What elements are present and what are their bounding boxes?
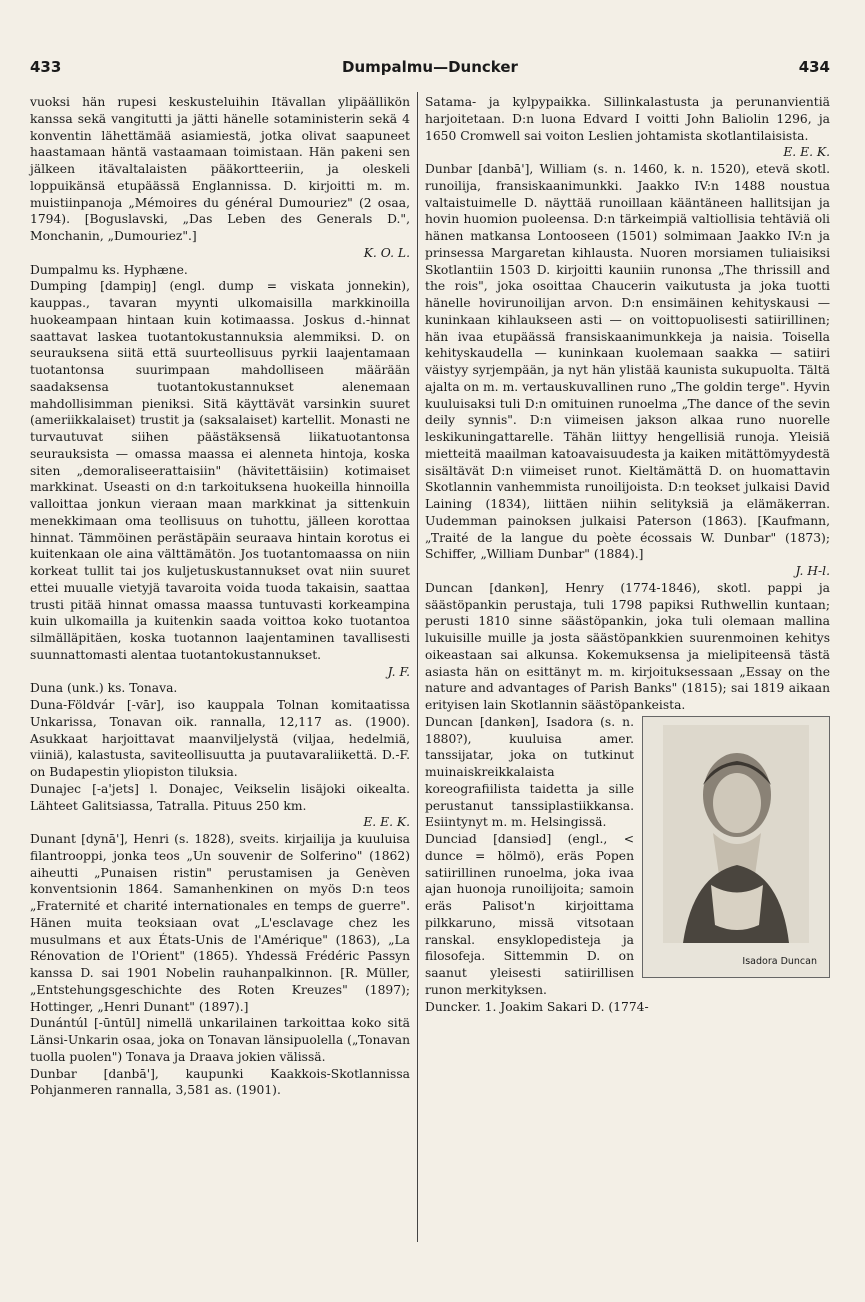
- right-column: [425, 94, 830, 1015]
- signature: E. E. K.: [783, 145, 830, 160]
- page-header: [30, 58, 830, 80]
- entry-dunciad: Dunciad [dansiəd] (engl., < dunce = hölmö), eräs Popen satiirillinen runoelma, joka ivaa ajan huonoja runoilijoita; samoin eräs Palisot'n kirjoittama pilkkaruno, missä vitsotaan ranskal. ensyklopedisteja ja filosofeja. Sittemmin D. on saanut yleisesti satiirillisen runon merkityksen.: [425, 832, 634, 997]
- entry-duncan-henry: Duncan [dankən], Henry (1774-1846), skotl. pappi ja säästöpankin perustaja, tuli 1798 papiksi Ruthwellin kuntaan; perusti 1810 sinne säästöpankin, joka tuli olemaan mallina lukuisille muille ja josta säästöpankkien suurenmoinen kehitys oikeastaan sai alkunsa. Kokemuksensa ja mielipiteensä tästä asiasta hän on esittänyt m. m. kirjoituksessaan „Essay on the nature and advantages of Parish Banks" (1815); sai 1819 aikaan erityisen lain Skotlannin säästöpankeista.: [425, 580, 830, 712]
- entry-duna-foldvar: Duna-Földvár [-vār], iso kauppala Tolnan komitaatissa Unkarissa, Tonavan oik. rannalla, 12,117 as. (1900). Asukkaat harjoittavat maanviljelystä (viljaa, hedelmiä, viiniä), kalastusta, saviteollisuutta ja puutavaraliikettä. D.-F. on Budapestin yliopiston tiluksia.: [30, 698, 410, 779]
- entry-duncan-isadora: Duncan [dankən], Isadora (s. n. 1880?), kuuluisa amer. tanssijatar, joka on tutkinut muinaiskreikkalaista koreografiilista taidetta ja sille perustanut tanssiplastiikkansa. Esiintynyt m. m. Helsingissä.: [425, 714, 634, 830]
- entry-duna: Duna (unk.) ks. Tonava.: [30, 681, 178, 696]
- entry-dunbar-william: Dunbar [danbā'], William (s. n. 1460, k. n. 1520), etevä skotl. runoilija, fransiskaanimunkki. Jaakko IV:n 1488 noustua valtaistuimelle D. näyttää runoillaan kääntäneen hallitsijan ja hovin huomion puoleensa. D:n tärkeimpiä valtiollisia tehtäviä oli hänen matkansa Lontooseen (1501) solmimaan Jaakko IV:n ja prinsessa Margaretan kihlausta. Nuoren morsiamen tuliaisiksi Skotlantiin 1503 D. kirjoitti kauniin runonsa „The thrissill and the rois", joka osoittaa Chaucerin vaikutusta ja joka tuotti hänelle hovirunoilijan arvon. D:n ensimäinen kehityskausi — kuninkaan kihlaukseen asti — on voittopuolisesti satiirillinen; hän ivaa etupäässä fransiskaanimunkkeja ja naisia. Toisella kehityskaudella — kuninkaan kuolemaan saakka — satiiri väistyy syrjempään, ja nyt hän ylistää kaunista sukupuolta. Tältä ajalta on m. m. vertauskuvallinen runo „The goldin terge". Hyvin kuuluisaksi tuli D:n omituinen runoelma „The dance of the sevin deily synnis". D:n viimeisen jakson alkaa runo nuorelle leskikuningattarelle. Tähän liittyy hengellisiä runoja. Yleisiä mietteitä maailman katoavaisuudesta ja kaiken mitättömyydestä sisältävät D:n viimeiset runot. Kieltämättä D. on huomattavin Skotlannin vanhemmista runoilijoista. D:n teokset julkaisi David Laining (1834), liittäen niihin selityksiä ja elämäkerran. Uudemman painoksen julkaisi Paterson (1863). [Kaufmann, „Traité de la langue du poète écossais W. Dunbar" (1873); Schiffer, „William Dunbar" (1884).]: [425, 162, 830, 562]
- portrait-caption: Isadora Duncan: [742, 956, 817, 967]
- entry-dumouriez-cont: vuoksi hän rupesi keskusteluihin Itävallan ylipäällikön kanssa sekä vangitutti ja jätti hänelle sotaministerin sekä 4 konventin lähettämää asiamiestä, jotka olivat saapuneet haastamaan häntä vastaamaan toimistaan. Hän pakeni sen jälkeen itävaltalaisten pääkortteeriin, ja oleskeli loppuikänsä etupäässä Englannissa. D. kirjoitti m. m. muistiinpanoja „Mémoires du général Dumouriez" (2 osaa, 1794). [Boguslavski, „Das Leben des Generals D.", Monchanin, „Dumouriez".]: [30, 95, 410, 243]
- page-number-left: 433: [30, 58, 62, 76]
- entry-dunant: Dunant [dynā'], Henri (s. 1828), sveits. kirjailija ja kuuluisa filantrooppi, jonka teos „Un souvenir de Solferino" (1862) aiheutti „Punaisen ristin" perustamisen ja Genèven konventsionin 1864. Samanhenkinen on myös D:n teos „Fraternité et charité internationales en temps de guerre". Hänen muita teoksiaan ovat „L'esclavage chez les musulmans et aux États-Unis de l'Amérique" (1863), „La Rénovation de l'Orient" (1865). Yhdessä Frédéric Passyn kanssa D. sai 1901 Nobelin rauhanpalkinnon. [R. Müller, „Entstehungsgeschichte des Roten Kreuzes" (1897); Hottinger, „Henri Dunant" (1897).]: [30, 832, 410, 1014]
- signature: J. F.: [387, 664, 410, 679]
- portrait-image: [663, 725, 809, 943]
- entry-dumpalmu: Dumpalmu ks. Hyphæne.: [30, 262, 188, 277]
- signature: J. H-l.: [795, 564, 830, 578]
- entry-dunajec: Dunajec [-a'jets] l. Donajec, Veikselin lisäjoki oikealta. Lähteet Galitsiassa, Tatralla. Pituus 250 km.: [30, 781, 410, 813]
- entry-dumping: Dumping [dampiŋ] (engl. dump = viskata jonnekin), kauppas., tavaran myynti ulkomaisilla markkinoilla huokeampaan hintaan kuin kotimaassa. Joskus d.-hinnat saattavat laskea tuotantokustannuksia alemmiksi. D. on seurauksena siitä että suurteollisuus pyrkii laajentamaan tuotantonsa suurimpaan mahdolliseen määrään saadaksensa tuotantokustannukset alenemaan mahdollisimman pieniksi. Sitä käyttävät varsinkin suuret (ameriikkalaiset) trustit ja (saksalaiset) kartellit. Monasti ne turvautuvat siihen päästäksensä liikatuotantonsa seurauksista — omassa maassa ei alenneta hintoja, koska siten „demoraliseerattaisiin" (hävitettäisiin) kotimaiset markkinat. Useasti on d:n tarkoituksena huokeilla hinnoilla valloittaa jonkun vieraan maan markkinat ja sittenkuin menekkimaan oma teollisuus on tuhottu, jälleen korottaa hinnat. Tämmöinen perästäpäin seuraava hintain korotus ei kuitenkaan ole aina välttämätön. Jos tuotantomaassa on niin korkeat tullit tai jos kuljetuskustannukset ovat niin suuret ettei muualle vietyjä tavaroita voida tuoda takaisin, saattaa trusti pitää hinnat omassa maassa tuntuvasti korkeampina kuin ulkomailla ja kuitenkin saada voittoa koko tuotantoa silmälläpitäen, koska tuotannon laajentaminen tavallisesti suunnattomasti alentaa tuotantokustannukset.: [30, 279, 410, 662]
- column-divider: [417, 92, 418, 1242]
- portrait-figure: [642, 716, 830, 978]
- entry-dunantul: Dunántúl [-ūntūl] nimellä unkarilainen tarkoittaa koko sitä Länsi-Unkarin osaa, joka on Tonavan länsipuolella („Tonavan tuolla puolen") Tonava ja Draava jokien välissä.: [30, 1016, 410, 1064]
- left-column: [30, 94, 410, 1099]
- running-title: Dumpalmu—Duncker: [342, 58, 518, 76]
- entry-duncker: Duncker. 1. Joakim Sakari D. (1774-: [425, 999, 649, 1014]
- entry-dunbar-town: Dunbar [danbā'], kaupunki Kaakkois-Skotlannissa Pohjanmeren rannalla, 3,581 as. (1901).: [30, 1066, 410, 1098]
- page-number-right: 434: [798, 58, 830, 76]
- signature: K. O. L.: [363, 245, 410, 260]
- signature: E. E. K.: [363, 815, 410, 830]
- entry-dunbar-town-cont: Satama- ja kylpypaikka. Sillinkalastusta ja perunanvientiä harjoitetaan. D:n luona Edvard I voitti John Baliolin 1296, ja 1650 Cromwell sai voiton Leslien johtamista skotlantilaisista.: [425, 95, 830, 143]
